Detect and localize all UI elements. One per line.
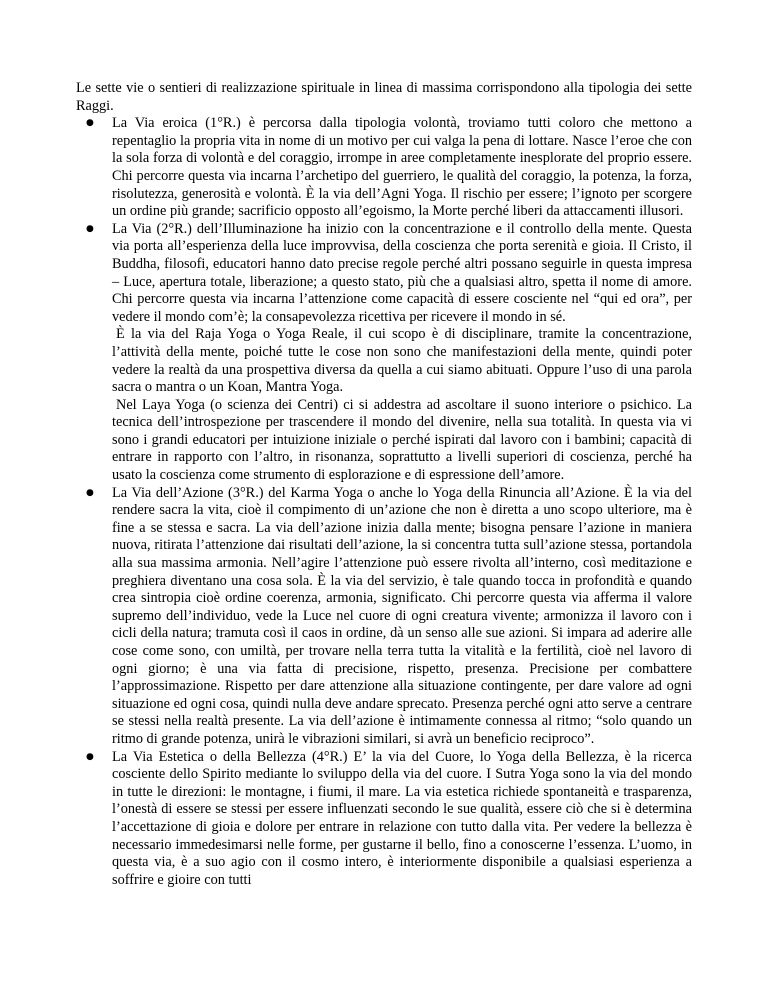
bullet-icon: ● [86,751,94,762]
document-page [76,80,692,889]
paragraph: È la via del Raja Yoga o Yoga Reale, il cui scopo è di disciplinare, tramite la concentrazione, l’attività della mente, poiché tutte le cose non sono che manifestazioni della mente, quindi poter vedere la realtà da una prospettiva diversa da quella a cui siamo abituati. Oppure l’uso di una parola sacra o mantra o un Koan, Mantra Yoga. [112,326,692,396]
bullet-icon: ● [86,487,94,498]
ways-list [76,115,692,889]
bullet-icon: ● [86,223,94,234]
bullet-icon: ● [86,118,94,129]
paragraph: La Via dell’Azione (3°R.) del Karma Yoga o anche lo Yoga della Rinuncia all’Azione. È la via del rendere sacra la vita, cioè il compimento di un’azione che non è diretta a uno scopo ulteriore, ma è fine a se stessa e sacra. La via dell’azione inizia dalla mente; bisogna pensare l’azione in maniera nuova, ritirata l’attenzione dai risultati dell’azione, la si concentra tutta sull’azione stessa, portandola alla sua massima armonia. Nell’agire l’attenzione può essere rivolta all’interno, così meditazione e preghiera diventano una cosa sola. È la via del servizio, è tale quando tocca in profondità e quando crea sintropia cioè ordine coerenza, armonia, significato. Chi percorre questa via afferma il valore supremo dell’individuo, vede la Luce nel cuore di ogni creatura vivente; armonizza il lavoro con i cicli della natura; tramuta così il caos in ordine, dà un senso alle sue azioni. Si impara ad aderire alle cose come sono, con umiltà, per trovare nella terra tutta la vitalità e la fertilità, cioè nel lavoro di ogni giorno; è una via fatta di precisione, rispetto, presenza. Precisione per combattere l’approssimazione. Rispetto per dare attenzione alla situazione contingente, per dare valore ad ogni situazione ed ogni cosa, quindi nulla deve andare sprecato. Presenza perché ogni atto serve a centrare se stessi nella realtà presente. La via dell’azione è intimamente connessa al ritmo; “solo quando un ritmo di grande potenza, unirà le vibrazioni similari, si avrà un beneficio reciproco”. [112,484,692,747]
paragraph: La Via eroica (1°R.) è percorsa dalla tipologia volontà, troviamo tutti coloro che mettono a repentaglio la propria vita in nome di un motivo per cui valga la pena di lottare. Nasce l’eroe che con la sola forza di volontà e del coraggio, irrompe in aree completamente inesplorate del proprio essere. Chi percorre questa via incarna l’archetipo del guerriero, le qualità del coraggio, la potenza, la forza, risolutezza, generosità e volontà. È la via dell’Agni Yoga. Il rischio per essere; l’ignoto per scorgere un ordine più grande; sacrificio opposto all’egoismo, la Morte perché liberi da attaccamenti illusori. [112,115,692,220]
intro-paragraph: Le sette vie o sentieri di realizzazione spirituale in linea di massima corrispondono alla tipologia dei sette Raggi. [76,80,692,114]
paragraph: La Via Estetica o della Bellezza (4°R.) E’ la via del Cuore, lo Yoga della Bellezza, è la ricerca cosciente dello Spirito mediante lo sviluppo della via del cuore. I Sutra Yoga sono la via del mondo in tutte le direzioni: le montagne, i fiumi, il mare. La via estetica richiede spontaneità e trasparenza, l’onestà di essere se stessi per essere influenzati secondo le sue qualità, essere ciò che si è determina l’accettazione di gioia e dolore per entrare in relazione con tutto dalla vita. Per vedere la bellezza è necessario immedesimarsi nelle forme, per gustarne il bello, fino a conoscerne l’essenza. L’uomo, in questa via, è a suo agio con il cosmo intero, è interiormente disponibile a qualsiasi esperienza a soffrire e gioire con tutti [112,748,692,888]
list-item-beauty-way [76,749,692,890]
list-item-action-way [76,485,692,749]
paragraph: Nel Laya Yoga (o scienza dei Centri) ci si addestra ad ascoltare il suono interiore o psichico. La tecnica dell’introspezione per trascendere il mondo del divenire, nella sua totalità. In questa via vi sono i grandi educatori per intuizione iniziale o perché ispirati dal lavoro con i bambini; capacità di entrare in rapporto con l’altro, in risonanza, soprattutto a livelli superiori di coscienza, perché ha usato la coscienza come strumento di esplorazione e di espressione dell’amore. [112,396,692,484]
paragraph: La Via (2°R.) dell’Illuminazione ha inizio con la concentrazione e il controllo della mente. Questa via porta all’esperienza della luce improvvisa, della coscienza che porta serenità e gioia. Il Cristo, il Buddha, filosofi, educatori hanno dato precise regole perché altri possano seguirle in questa impresa – Luce, apertura totale, liberazione; a questo stato, più che a qualsiasi altro, spetta il nome di amore. Chi percorre questa via incarna l’attenzione come capacità di essere cosciente nel “qui ed ora”, per vedere il mondo com’è; la consapevolezza ricettiva per ricevere il mondo in sé. [112,220,692,325]
list-item-illumination-way [76,221,692,485]
list-item-heroic-way [76,115,692,221]
